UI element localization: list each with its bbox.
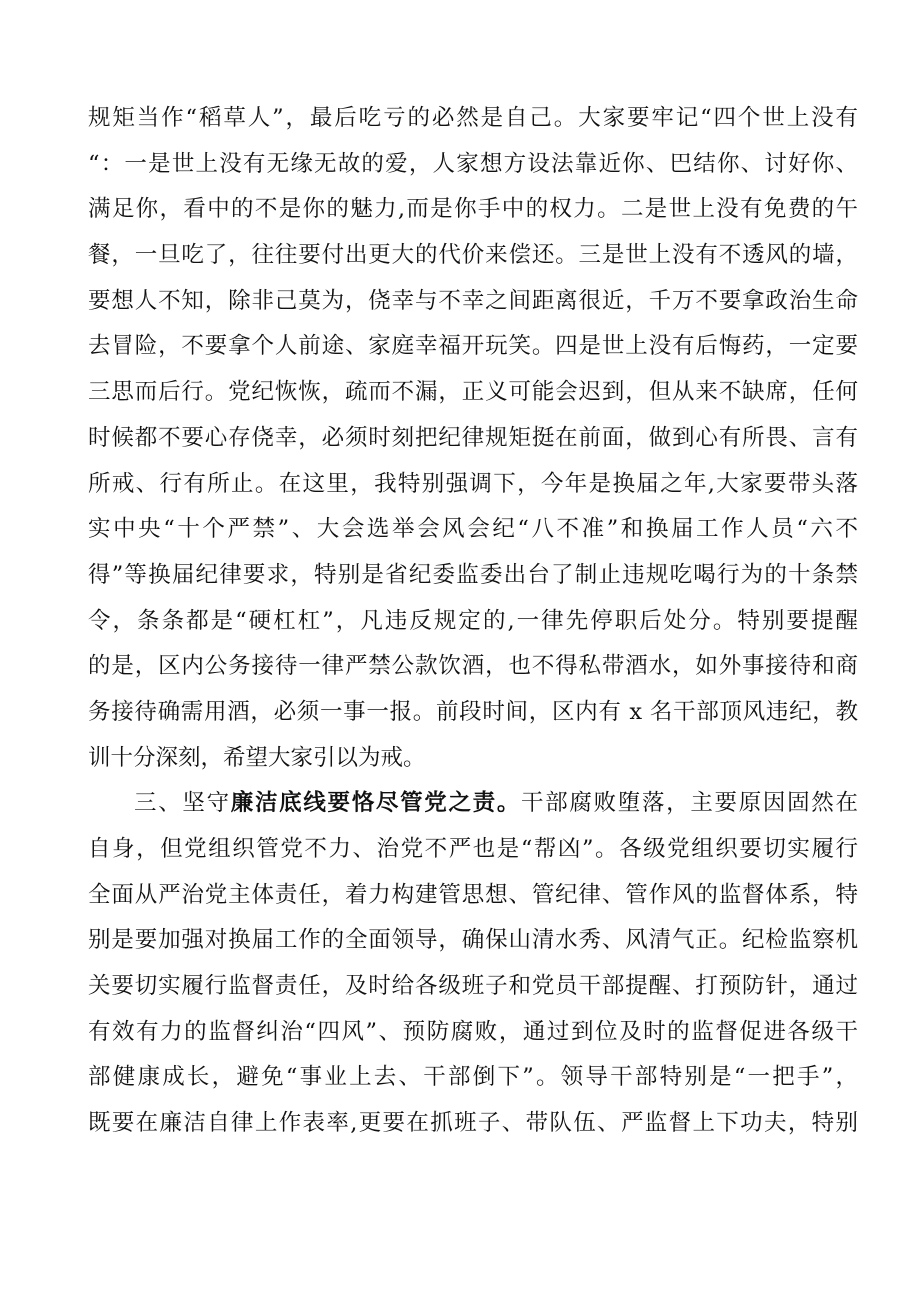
section-first-line-text: 干部腐败堕落，主要原因固然在 [521,790,858,817]
text-line: 去冒险，不要拿个人前途、家庭幸福开玩笑。四是世上没有后悔药，一定要 [88,333,858,360]
paragraph-section-three [88,781,858,1147]
section-first-line [88,781,858,827]
text-line: 规矩当作“稻草人”，最后吃亏的必然是自己。大家要牢记“四个世上没有 [88,105,858,131]
document-body [88,96,858,1147]
text-line: 所戒、行有所止。在这里，我特别强调下，今年是换届之年,大家要带头落 [88,470,858,497]
text-line: 时候都不要心存侥幸，必须时刻把纪律规矩挺在前面，做到心有所畏、言有 [88,424,858,451]
text-line: 部健康成长，避免“事业上去、干部倒下”。领导干部特别是“一把手”， [88,1064,858,1091]
text-line: 满足你，看中的不是你的魅力,而是你手中的权力。二是世上没有免费的午 [88,196,858,223]
text-line: “：一是世上没有无缘无故的爱，人家想方设法靠近你、巴结你、讨好你、 [88,150,858,177]
text-line: 自身，但党组织管党不力、治党不严也是“帮凶”。各级党组织要切实履行 [88,836,858,862]
text-line: 的是，区内公务接待一律严禁公款饮酒，也不得私带酒水，如外事接待和商 [88,653,858,680]
section-heading: 廉洁底线要恪尽管党之责。 [230,790,522,817]
text-line: 既要在廉洁自律上作表率,更要在抓班子、带队伍、严监督上下功夫，特别 [88,1110,858,1137]
text-line: 要想人不知，除非己莫为，侥幸与不幸之间距离很近，千万不要拿政治生命 [88,287,858,314]
text-line: 训十分深刻，希望大家引以为戒。 [88,744,426,771]
text-line: 务接待确需用酒，必须一事一报。前段时间，区内有 x 名干部顶风违纪，教 [88,698,858,725]
text-line: 餐，一旦吃了，往往要付出更大的代价来偿还。三是世上没有不透风的墙， [88,242,858,269]
text-line: 令，条条都是“硬杠杠”，凡违反规定的,一律先停职后处分。特别要提醒 [88,607,858,634]
text-line: 别是要加强对换届工作的全面领导，确保山清水秀、风清气正。纪检监察机 [88,927,858,954]
section-prefix: 三、坚守 [134,790,231,817]
text-line: 全面从严治党主体责任，着力构建管思想、管纪律、管作风的监督体系，特 [88,881,858,908]
text-line: 有效有力的监督纠治“四风”、预防腐败，通过到位及时的监督促进各级干 [88,1018,858,1045]
text-line: 关要切实履行监督责任，及时给各级班子和党员干部提醒、打预防针，通过 [88,973,858,1000]
text-line: 得”等换届纪律要求，特别是省纪委监委出台了制止违规吃喝行为的十条禁 [88,561,858,588]
text-line: 实中央“十个严禁”、大会选举会风会纪“八不准”和换届工作人员“六不 [88,516,858,543]
text-line: 三思而后行。党纪恢恢，疏而不漏，正义可能会迟到，但从来不缺席，任何 [88,379,858,406]
paragraph-rules [88,96,858,781]
